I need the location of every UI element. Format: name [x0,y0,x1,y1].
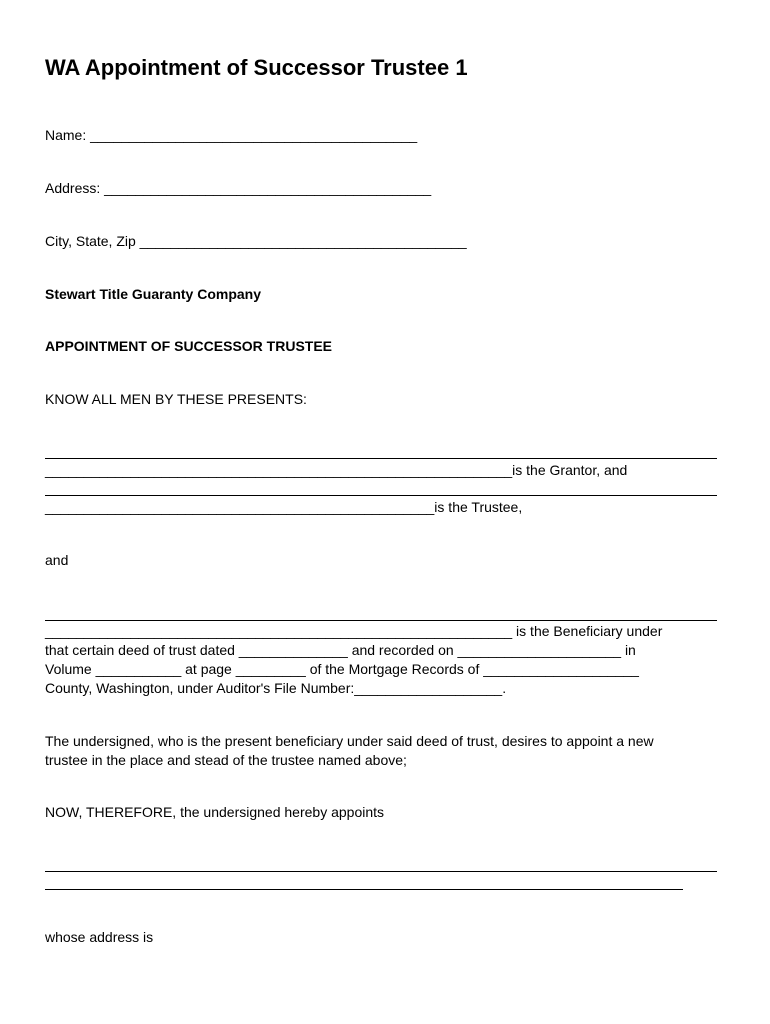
grantor-line[interactable]: ____________________________________________________________is the Grantor, and [45,462,628,478]
city-state-zip-field[interactable]: City, State, Zip __________________________________________ [45,233,467,249]
trustee-line[interactable]: __________________________________________________is the Trustee, [45,499,523,515]
appointee-blank-line-1[interactable] [45,871,717,872]
now-therefore-text: NOW, THEREFORE, the undersigned hereby appoints [45,804,385,820]
county-line[interactable]: County, Washington, under Auditor's File Number:___________________. [45,680,507,696]
know-all-men-text: KNOW ALL MEN BY THESE PRESENTS: [45,391,307,407]
and-text: and [45,552,69,568]
deed-of-trust-line[interactable]: that certain deed of trust dated ______________ and recorded on _____________________ in [45,642,636,658]
company-name: Stewart Title Guaranty Company [45,286,262,302]
section-heading: APPOINTMENT OF SUCCESSOR TRUSTEE [45,338,333,354]
volume-line[interactable]: Volume ___________ at page _________ of the Mortgage Records of ____________________ [45,661,639,677]
whose-address-text: whose address is [45,929,154,945]
undersigned-paragraph-line-2: trustee in the place and stead of the trustee named above; [45,752,407,768]
beneficiary-blank-line[interactable] [45,620,717,621]
document-title: WA Appointment of Successor Trustee 1 [45,55,468,80]
beneficiary-line[interactable]: ____________________________________________________________ is the Beneficiary under [45,623,663,639]
trustee-blank-line[interactable] [45,495,717,496]
appointee-blank-line-2[interactable] [45,889,683,890]
undersigned-paragraph-line-1: The undersigned, who is the present beneficiary under said deed of trust, desires to appoint a new [45,733,654,749]
address-field[interactable]: Address: __________________________________________ [45,180,432,196]
grantor-blank-line[interactable] [45,458,717,459]
name-field[interactable]: Name: __________________________________________ [45,127,418,143]
